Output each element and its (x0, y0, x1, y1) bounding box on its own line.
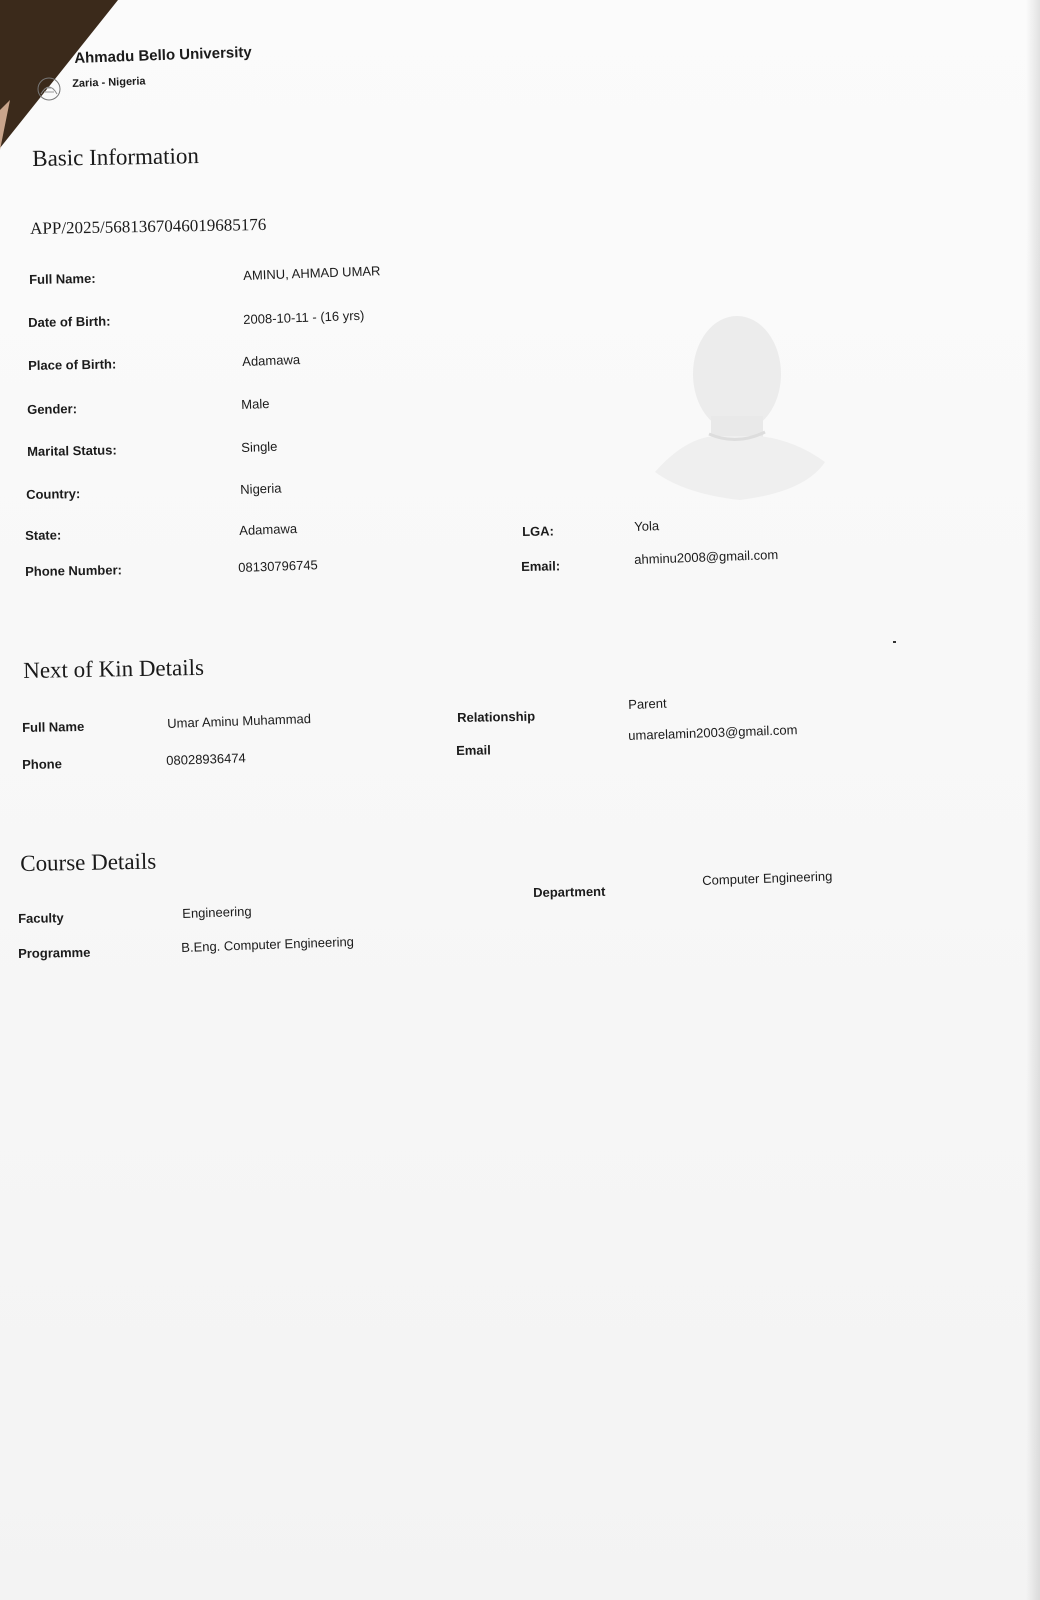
faculty-label: Faculty (18, 910, 64, 926)
state-label: State: (25, 527, 62, 543)
application-id: APP/2025/5681367046019685176 (30, 214, 267, 238)
lga-value: Yola (634, 518, 660, 534)
stray-mark (893, 641, 896, 643)
marital-status-value: Single (241, 438, 278, 455)
kin-relationship-label: Relationship (457, 708, 536, 725)
country-label: Country: (26, 486, 81, 502)
kin-relationship-value: Parent (628, 695, 667, 712)
department-value: Computer Engineering (702, 868, 833, 888)
programme-label: Programme (18, 944, 91, 961)
phone-number-value: 08130796745 (238, 557, 319, 575)
kin-full-name-label: Full Name (22, 718, 85, 735)
basic-information-title: Basic Information (32, 143, 200, 171)
email-label: Email: (521, 558, 561, 574)
date-of-birth-label: Date of Birth: (28, 313, 111, 330)
place-of-birth-value: Adamawa (242, 351, 301, 369)
gender-value: Male (241, 396, 270, 412)
page-edge-shadow (1026, 0, 1040, 1600)
phone-number-label: Phone Number: (25, 562, 123, 579)
gender-label: Gender: (27, 401, 78, 417)
state-value: Adamawa (239, 520, 298, 538)
full-name-value: AMINU, AHMAD UMAR (243, 263, 381, 283)
next-of-kin-title: Next of Kin Details (23, 654, 205, 683)
university-location: Zaria - Nigeria (72, 75, 146, 90)
date-of-birth-value: 2008-10-11 - (16 yrs) (243, 307, 365, 327)
course-details-title: Course Details (20, 848, 157, 876)
university-name: Ahmadu Bello University (74, 43, 253, 67)
programme-value: B.Eng. Computer Engineering (181, 933, 355, 955)
kin-email-value: umarelamin2003@gmail.com (628, 722, 798, 743)
avatar-placeholder-icon (655, 312, 825, 502)
country-value: Nigeria (240, 480, 282, 497)
kin-email-label: Email (456, 742, 491, 758)
university-crest-icon (34, 74, 64, 104)
kin-phone-value: 08028936474 (166, 750, 247, 768)
kin-phone-label: Phone (22, 756, 62, 772)
place-of-birth-label: Place of Birth: (28, 356, 117, 373)
department-label: Department (533, 883, 606, 900)
lga-label: LGA: (522, 523, 555, 539)
email-value: ahminu2008@gmail.com (634, 546, 779, 567)
marital-status-label: Marital Status: (27, 442, 117, 459)
kin-full-name-value: Umar Aminu Muhammad (167, 710, 312, 731)
faculty-value: Engineering (182, 903, 252, 921)
full-name-label: Full Name: (29, 270, 96, 287)
